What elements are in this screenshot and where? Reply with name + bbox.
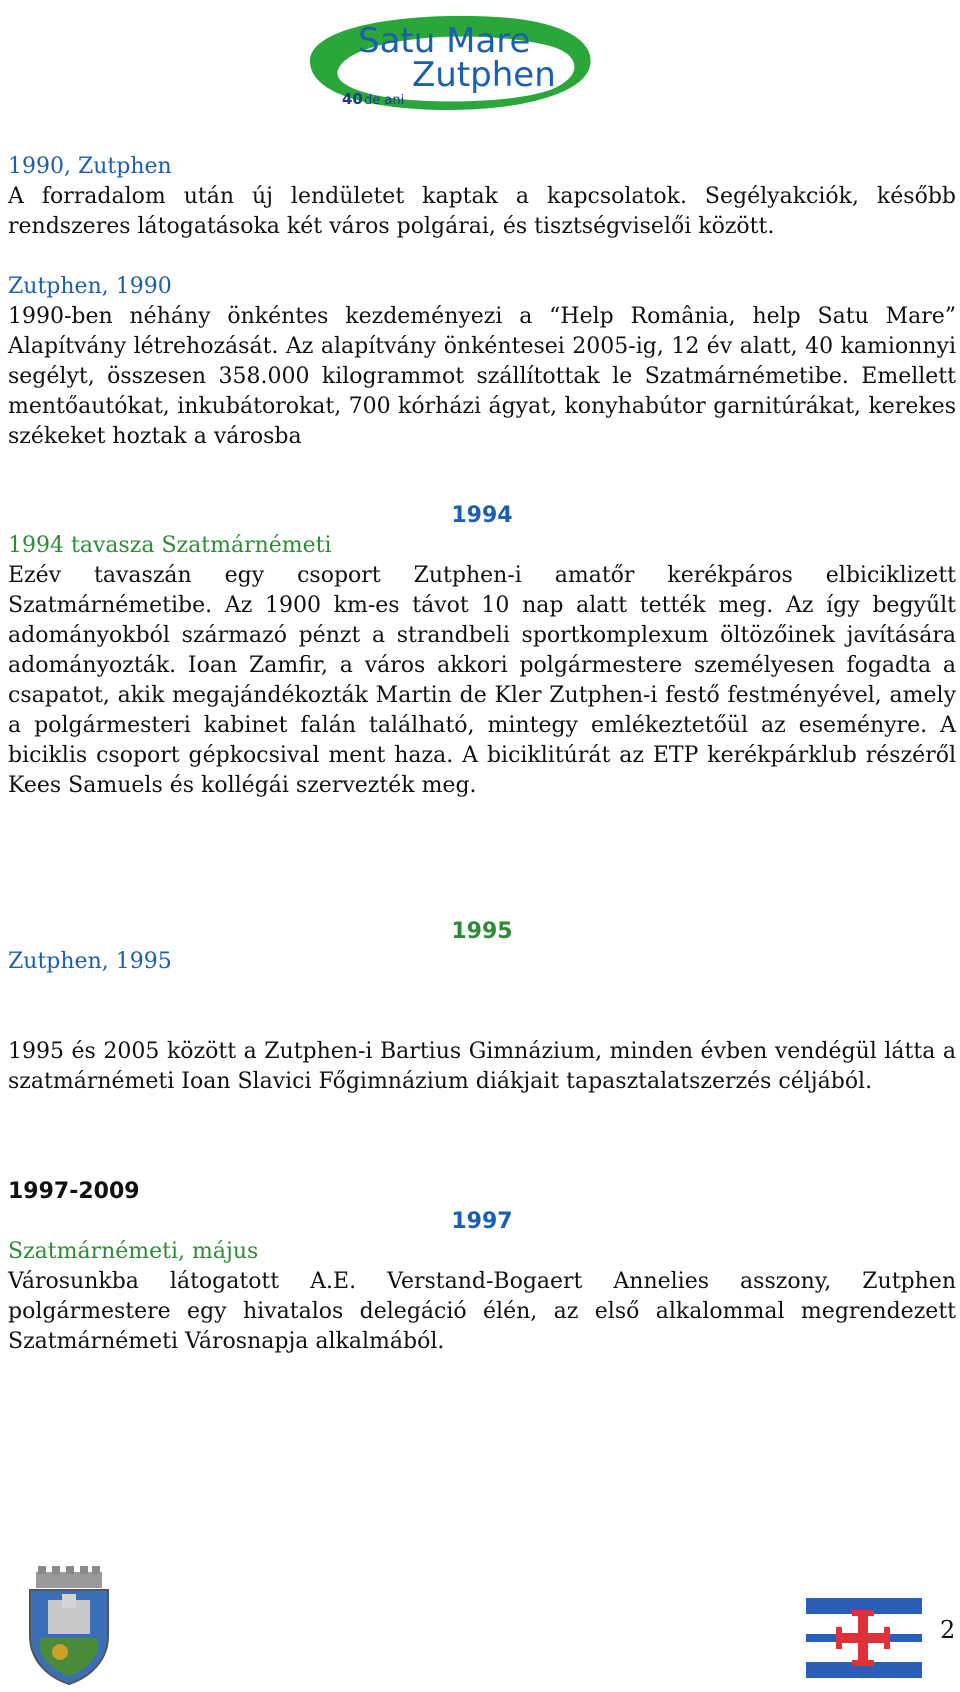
year-heading: 1994 (451, 503, 513, 528)
period-heading: 1997-2009 (8, 1179, 140, 1204)
section-heading: 1990, Zutphen (8, 154, 172, 179)
satu-mare-zutphen-logo (300, 6, 600, 116)
logo-tag-text: de ani (364, 93, 405, 108)
section-paragraph: 1995 és 2005 között a Zutphen-i Bartius Gimnázium, minden évben vendégül látta a szatmárnémeti Ioan Slavici Főgimnázium diákjait tapasztalatszerzés céljából. (8, 1039, 956, 1094)
section-heading: 1994 tavasza Szatmárnémeti (8, 533, 332, 558)
section-paragraph: A forradalom után új lendületet kaptak a kapcsolatok. Segélyakciók, később rendszeres látogatásoka két város polgárai, és tisztségviselői között. (8, 184, 956, 239)
logo-tag-num: 40 (342, 90, 363, 108)
zutphen-flag-icon (806, 1598, 922, 1678)
section-heading: Zutphen, 1995 (8, 949, 172, 974)
section-paragraph: 1990-ben néhány önkéntes kezdeményezi a “Help România, help Satu Mare” Alapítvány létrehozását. Az alapítvány önkéntesei 2005-ig, 12 év alatt, 40 kamionnyi segélyt, összesen 358.000 kilogrammot szállítottak le Szatmárnémetibe. Emellett mentőautókat, inkubátorokat, 700 kórházi ágyat, konyhabútor garnitúrákat, kerekes székeket hoztak a városba (8, 304, 956, 449)
section-heading: Szatmárnémeti, május (8, 1239, 259, 1264)
section-paragraph: Ezév tavaszán egy csoport Zutphen-i amatőr kerékpáros elbiciklizett Szatmárnémetibe. Az 1900 km-es távot 10 nap alatt tették meg. Az így begyűlt adományokból származó pénzt a strandbeli sportkomplexum öltözőinek javítására adományozták. Ioan Zamfir, a város akkori polgármestere személyesen fogadta a csapatot, akik megajándékozták Martin de Kler Zutphen-i festő festményével, amely a polgármesteri kabinet falán található, mintegy emlékeztetőül az eseményre. A biciklis csoport gépkocsival ment haza. A biciklitúrát az ETP kerékpárklub részéről Kees Samuels és kollégái szervezték meg. (8, 563, 956, 798)
logo-line2: Zutphen (412, 55, 556, 95)
section-paragraph: Városunkba látogatott A.E. Verstand-Bogaert Annelies asszony, Zutphen polgármestere egy hivatalos delegáció élén, az első alkalommal megrendezett Szatmárnémeti Városnapja alkalmából. (8, 1269, 956, 1354)
coat-of-arms-icon (24, 1566, 114, 1686)
section-heading: Zutphen, 1990 (8, 274, 172, 299)
document-body (8, 152, 956, 1357)
year-heading: 1995 (451, 919, 513, 944)
logo-line1: Satu Mare (358, 21, 531, 61)
year-heading: 1997 (451, 1209, 513, 1234)
page-number: 2 (940, 1616, 956, 1644)
